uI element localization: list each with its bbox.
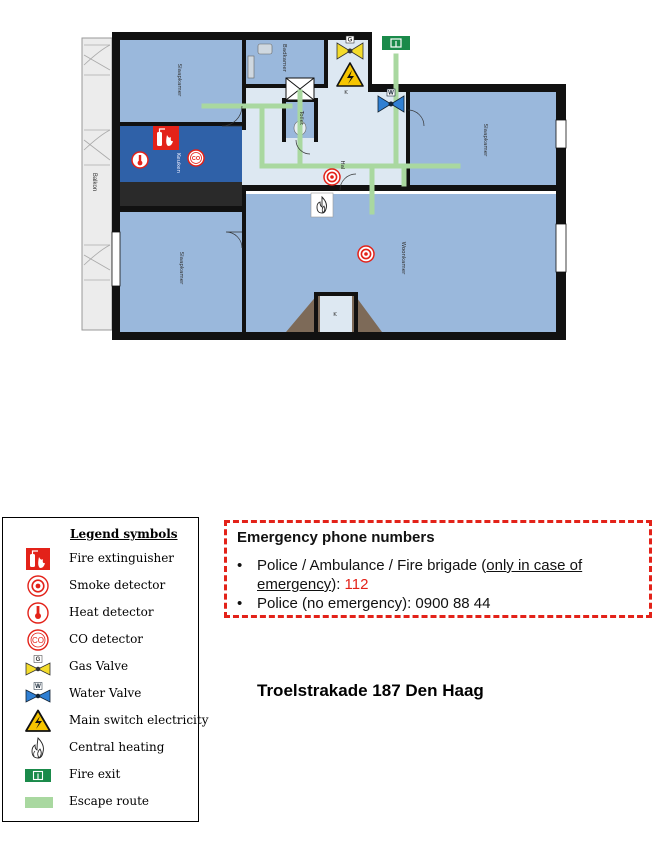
gas-valve-letter: G [347, 37, 353, 44]
fire-exit-icon [382, 36, 410, 50]
address-label: Troelstrakade 187 Den Haag [257, 681, 484, 700]
legend-item-electricity [3, 709, 209, 733]
emergency-number-112[interactable]: 112 [344, 576, 369, 593]
emergency-line1-condition: only in case of emergency [257, 557, 583, 593]
room-label-balcony: Balkon [91, 172, 97, 192]
heat-detector-icon [23, 601, 53, 625]
legend-label: Gas Valve [69, 659, 129, 673]
legend-label: CO detector [69, 632, 144, 646]
legend-item-central-heating [3, 736, 198, 760]
water-valve-icon [23, 682, 53, 706]
legend-item-smoke-detector [3, 574, 198, 598]
escape-route-icon [23, 790, 53, 814]
co-detector-text: CO [32, 636, 44, 645]
emergency-line1-prefix: Police / Ambulance / Fire brigade ( [257, 557, 487, 574]
fire-extinguisher-icon [23, 547, 53, 571]
emergency-list [235, 556, 645, 613]
emergency-line-112 [235, 556, 645, 594]
legend-item-fire-extinguisher [3, 547, 198, 571]
room-label-bathroom: Badkamer [281, 43, 287, 73]
emergency-title: Emergency phone numbers [237, 529, 435, 546]
floor-plan [0, 0, 653, 360]
room-label-kitchen: Keuken [175, 152, 181, 174]
heat-detector-icon [132, 152, 148, 168]
gas-valve-icon [23, 655, 53, 679]
legend-label: Fire extinguisher [69, 551, 175, 565]
room-label-closet-bottom: K [333, 312, 337, 318]
legend-label: Heat detector [69, 605, 154, 619]
room-label-bedroom-top-left: Slaapkamer [176, 63, 182, 97]
room-label-bedroom-bottom-left: Slaapkamer [178, 251, 184, 285]
legend-item-co-detector [3, 628, 198, 652]
legend-label: Smoke detector [69, 578, 166, 592]
legend-item-escape-route [3, 790, 198, 814]
legend-item-gas-valve [3, 655, 198, 679]
legend-box [2, 517, 209, 822]
co-detector-icon [23, 628, 53, 652]
central-heating-icon [311, 193, 333, 217]
gas-valve-letter: G [35, 657, 41, 664]
svg-text:CO: CO [191, 156, 201, 163]
water-valve-letter: W [35, 684, 41, 691]
smoke-detector-icon [358, 246, 374, 262]
room-label-closet-top: K [344, 90, 348, 96]
legend-item-water-valve [3, 682, 198, 706]
legend-item-heat-detector [3, 601, 198, 625]
room-label-living: Woonkamer [400, 241, 406, 275]
co-detector-icon [188, 150, 204, 166]
legend-label: Fire exit [69, 767, 121, 781]
water-valve-letter: W [388, 90, 394, 97]
legend-label: Escape route [69, 794, 150, 808]
smoke-detector-icon [324, 169, 340, 185]
room-label-toilet: Toilet [298, 110, 304, 126]
central-heating-icon [23, 736, 53, 760]
fire-extinguisher-icon [153, 126, 179, 150]
emergency-line1-suffix: ): [331, 576, 345, 593]
legend-label: Main switch electricity [69, 713, 209, 727]
smoke-detector-icon [23, 574, 53, 598]
electricity-switch-icon [23, 709, 53, 733]
legend-item-fire-exit [3, 763, 198, 787]
emergency-line-police: • Police (no emergency): 0900 88 44 [235, 594, 645, 613]
emergency-numbers-box [224, 520, 652, 618]
legend-label: Central heating [69, 740, 165, 754]
room-label-bedroom-right: Slaapkamer [482, 123, 488, 157]
balcony [82, 38, 112, 330]
fire-exit-icon [23, 763, 53, 787]
legend-title: Legend symbols [70, 527, 178, 541]
room-label-hall: Hal [339, 160, 345, 170]
kitchen-counter [120, 182, 242, 206]
legend-label: Water Valve [69, 686, 142, 700]
